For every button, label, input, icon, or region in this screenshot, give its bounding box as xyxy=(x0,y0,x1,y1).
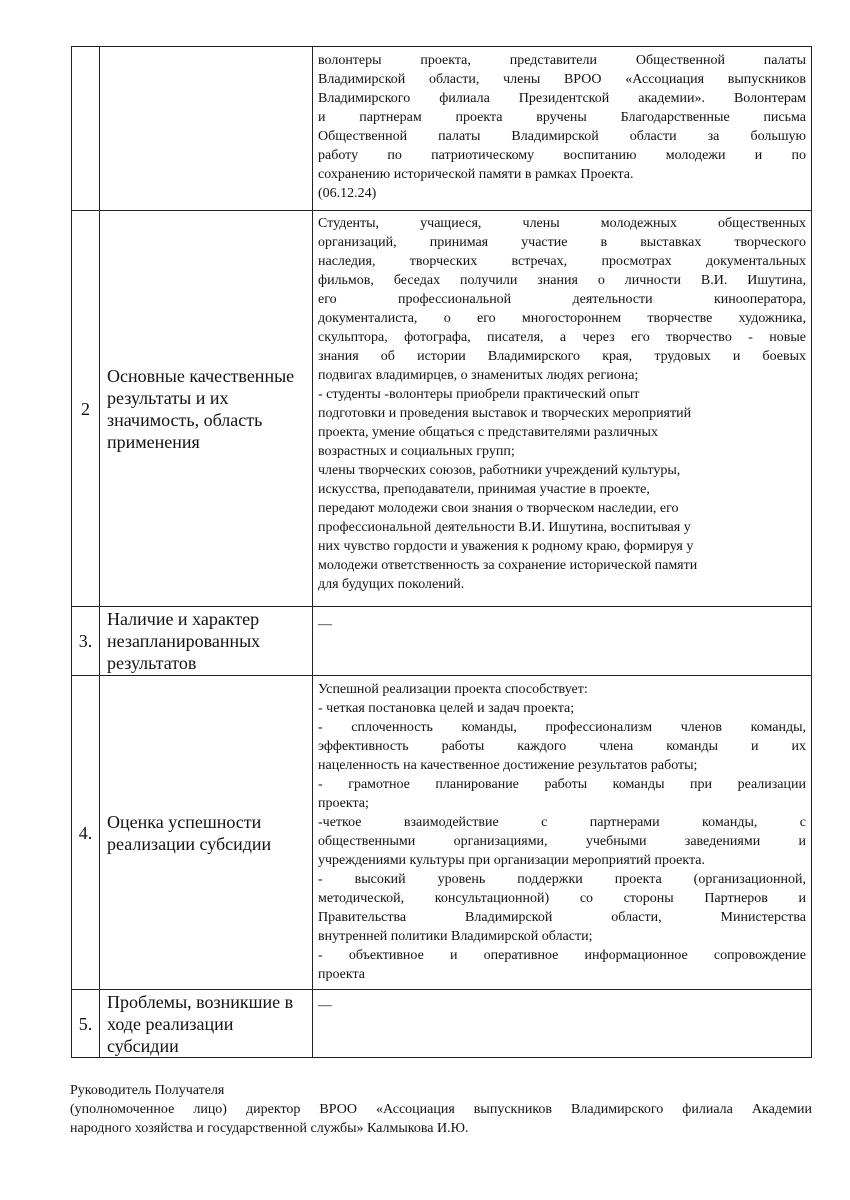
row-label: Проблемы, возникшие в ходе реализации субсидии xyxy=(100,990,313,1058)
content-line: Правительства Владимирской области, Министерства xyxy=(318,910,806,925)
content-line: скульптора, фотографа, писателя, а через его творчество - новые xyxy=(318,330,806,345)
row-content xyxy=(313,676,812,990)
content-line: Успешной реализации проекта способствует: xyxy=(318,682,588,697)
row-number: 2 xyxy=(72,211,100,607)
content-line: нацеленность на качественное достижение результатов работы; xyxy=(318,758,698,773)
row-label: Наличие и характер незапланированных результатов xyxy=(100,607,313,676)
content-line: подготовки и проведения выставок и творческих мероприятий xyxy=(318,406,692,421)
content-line: внутренней политики Владимирской области; xyxy=(318,929,593,944)
row-number: 4. xyxy=(72,676,100,990)
content-line: и партнерам проекта вручены Благодарственные письма xyxy=(318,110,806,125)
content-line: наследия, творческих встречах, просмотрах документальных xyxy=(318,254,806,269)
content-line: проекта, умение общаться с представителями различных xyxy=(318,425,658,440)
content-line: искусства, преподаватели, принимая участие в проекте, xyxy=(318,482,650,497)
row-content xyxy=(313,211,812,607)
content-line: передают молодежи свои знания о творческом наследии, его xyxy=(318,501,679,516)
content-line: - грамотное планирование работы команды при реализации xyxy=(318,777,806,792)
content-line: методической, консультационной) со стороны Партнеров и xyxy=(318,891,806,906)
row-number xyxy=(72,47,100,211)
content-line: возрастных и социальных групп; xyxy=(318,444,515,459)
content-line: организаций, принимая участие в выставках творческого xyxy=(318,235,806,250)
content-line: Студенты, учащиеся, члены молодежных общественных xyxy=(318,216,806,231)
row-number: 5. xyxy=(72,990,100,1058)
content-line: профессиональной деятельности В.И. Ишутина, воспитывая у xyxy=(318,520,691,535)
signatory-title: Руководитель Получателя xyxy=(70,1083,225,1098)
empty-dash: — xyxy=(318,998,332,1013)
table-row xyxy=(72,211,812,607)
signatory-position: (уполномоченное лицо) директор ВРОО «Ассоциация выпускников Владимирского филиала Академии xyxy=(70,1102,812,1117)
content-line: молодежи ответственность за сохранение исторической памяти xyxy=(318,558,698,573)
table-row xyxy=(72,607,812,676)
content-line: сохранению исторической памяти в рамках Проекта. xyxy=(318,167,634,182)
content-line: -четкое взаимодействие с партнерами команды, с xyxy=(318,815,806,830)
content-line: волонтеры проекта, представители Общественной палаты xyxy=(318,53,806,68)
row-content xyxy=(313,607,812,676)
content-line: знания об истории Владимирского края, трудовых и боевых xyxy=(318,349,806,364)
content-line: Владимирского филиала Президентской академии». Волонтерам xyxy=(318,91,806,106)
content-line: работу по патриотическому воспитанию молодежи и по xyxy=(318,148,806,163)
row-label: Основные качественные результаты и их значимость, область применения xyxy=(100,211,313,607)
content-line: члены творческих союзов, работники учреждений культуры, xyxy=(318,463,681,478)
content-line: для будущих поколений. xyxy=(318,577,465,592)
content-line: них чувство гордости и уважения к родному краю, формируя у xyxy=(318,539,694,554)
row-label: Оценка успешности реализации субсидии xyxy=(100,676,313,990)
content-line: Общественной палаты Владимирской области за большую xyxy=(318,129,806,144)
signatory-name: народного хозяйства и государственной службы» Калмыкова И.Ю. xyxy=(70,1121,469,1136)
content-line: эффективность работы каждого члена команды и их xyxy=(318,739,806,754)
content-line: проекта xyxy=(318,967,365,982)
content-line: - сплоченность команды, профессионализм членов команды, xyxy=(318,720,806,735)
content-line: учреждениями культуры при организации мероприятий проекта. xyxy=(318,853,705,868)
content-line: Владимирской области, члены ВРОО «Ассоциация выпускников xyxy=(318,72,806,87)
signature-block xyxy=(70,1081,812,1138)
row-content xyxy=(313,990,812,1058)
content-line: общественными организациями, учебными заведениями и xyxy=(318,834,806,849)
report-table xyxy=(71,46,812,1058)
content-line: - высокий уровень поддержки проекта (организационной, xyxy=(318,872,806,887)
row-label xyxy=(100,47,313,211)
content-line: документалиста, о его многостороннем творчестве художника, xyxy=(318,311,806,326)
table-row xyxy=(72,676,812,990)
content-line: фильмов, беседах получили знания о личности В.И. Ишутина, xyxy=(318,273,806,288)
content-line: (06.12.24) xyxy=(318,186,377,201)
empty-dash: — xyxy=(318,617,332,632)
content-line: - студенты -волонтеры приобрели практический опыт xyxy=(318,387,640,402)
content-line: проекта; xyxy=(318,796,369,811)
row-content xyxy=(313,47,812,211)
table-row xyxy=(72,47,812,211)
content-line: - объективное и оперативное информационное сопровождение xyxy=(318,948,806,963)
content-line: подвигах владимирцев, о знаменитых людях региона; xyxy=(318,368,639,383)
row-number: 3. xyxy=(72,607,100,676)
table-row xyxy=(72,990,812,1058)
content-line: - четкая постановка целей и задач проекта; xyxy=(318,701,575,716)
content-line: его профессиональной деятельности кинооператора, xyxy=(318,292,806,307)
